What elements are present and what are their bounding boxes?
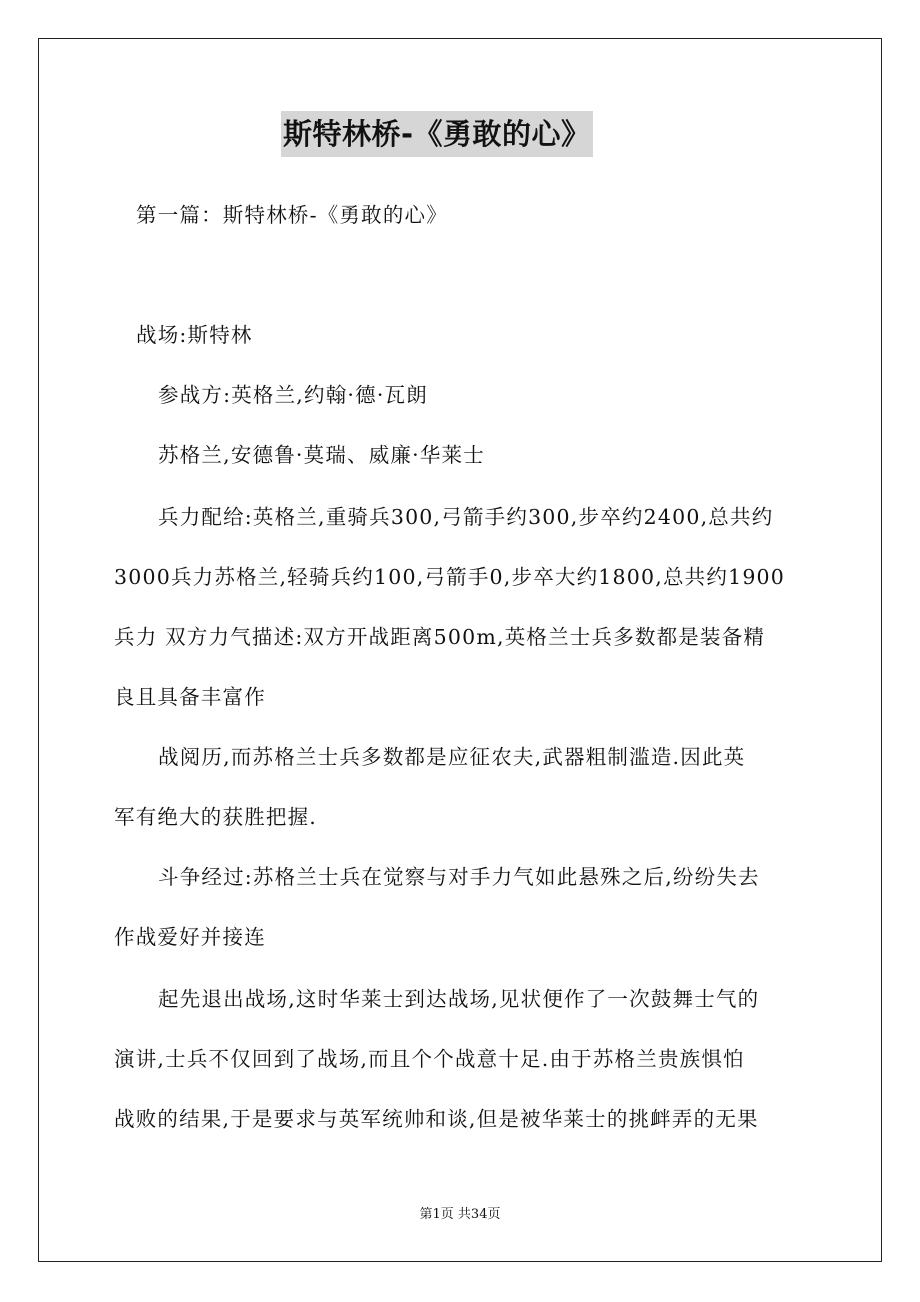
- text-line: 兵力配给:英格兰,重骑兵300,弓箭手约300,步卒约2400,总共约: [158, 505, 774, 529]
- document-title: 斯特林桥-《勇敢的心》: [281, 111, 593, 157]
- section-heading: 第一篇：斯特林桥-《勇敢的心》: [136, 203, 448, 227]
- text-line: 战场:斯特林: [136, 323, 253, 347]
- text-line: 战阅历,而苏格兰士兵多数都是应征农夫,武器粗制滥造.因此英: [158, 745, 746, 769]
- text-line: 军有绝大的获胜把握.: [114, 805, 318, 829]
- text-line: 战败的结果,于是要求与英军统帅和谈,但是被华莱士的挑衅弄的无果: [114, 1107, 759, 1131]
- text-line: 参战方:英格兰,约翰·德·瓦朗: [158, 383, 428, 407]
- text-line: 斗争经过:苏格兰士兵在觉察与对手力气如此悬殊之后,纷纷失去: [158, 865, 760, 889]
- text-line: 起先退出战场,这时华莱士到达战场,见状便作了一次鼓舞士气的: [158, 987, 760, 1011]
- text-line: 苏格兰,安德鲁·莫瑞、威廉·华莱士: [158, 443, 485, 467]
- text-line: 3000兵力苏格兰,轻骑兵约100,弓箭手0,步卒大约1800,总共约1900: [114, 565, 786, 589]
- text-line: 良且具备丰富作: [114, 685, 266, 709]
- text-line: 兵力 双方力气描述:双方开战距离500m,英格兰士兵多数都是装备精: [114, 625, 766, 649]
- text-line: 作战爱好并接连: [114, 925, 266, 949]
- text-line: 演讲,士兵不仅回到了战场,而且个个战意十足.由于苏格兰贵族惧怕: [114, 1047, 745, 1071]
- page-footer: 第1页 共34页: [419, 1207, 501, 1222]
